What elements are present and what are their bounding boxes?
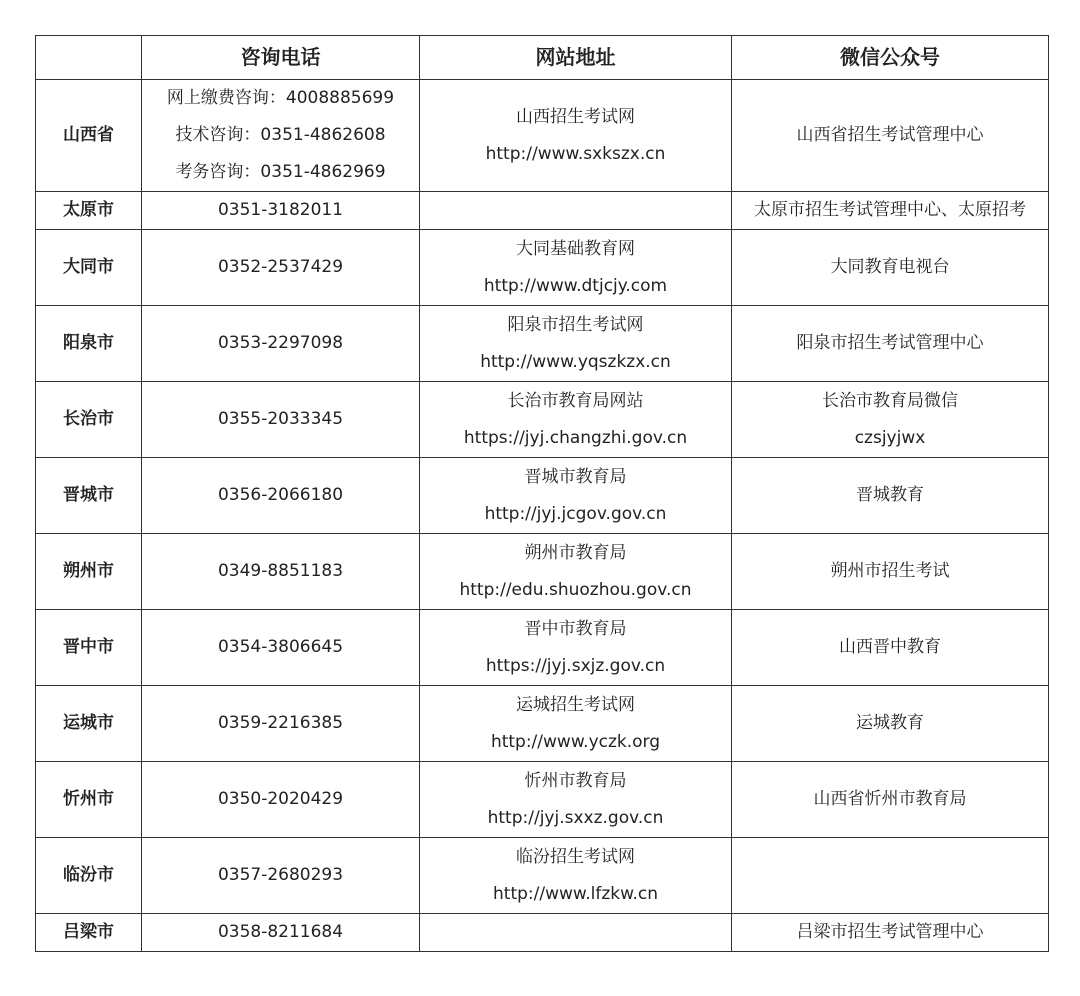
table-row [36, 914, 1049, 952]
wechat-cell [732, 686, 1049, 762]
website-cell [420, 230, 732, 306]
phone-cell: 0352-2537429 [142, 230, 420, 306]
site-name: 忻州市教育局 [524, 770, 627, 791]
table-row [36, 534, 1049, 610]
wechat-id: czsjyjwx [854, 427, 926, 448]
site-url-link[interactable]: http://jyj.sxxz.gov.cn [487, 807, 664, 828]
phone-cell: 0358-8211684 [142, 914, 420, 952]
header-region [36, 36, 142, 80]
table-row [36, 230, 1049, 306]
site-url-link[interactable]: http://www.sxkszx.cn [485, 143, 666, 164]
wechat-cell [732, 192, 1049, 230]
wechat-name: 山西晋中教育 [839, 637, 941, 657]
site-name: 晋中市教育局 [524, 618, 627, 639]
table-row [36, 610, 1049, 686]
wechat-cell [732, 914, 1049, 952]
site-name: 山西招生考试网 [516, 106, 635, 127]
wechat-cell [732, 382, 1049, 458]
region-cell: 晋城市 [36, 458, 142, 534]
site-url-link[interactable]: http://jyj.jcgov.gov.cn [484, 503, 667, 524]
region-cell: 晋中市 [36, 610, 142, 686]
region-cell: 临汾市 [36, 838, 142, 914]
website-cell [420, 192, 732, 230]
region-cell: 运城市 [36, 686, 142, 762]
wechat-name: 阳泉市招生考试管理中心 [796, 333, 984, 353]
site-url-link[interactable]: http://edu.shuozhou.gov.cn [459, 579, 692, 600]
table-row [36, 838, 1049, 914]
region-cell: 忻州市 [36, 762, 142, 838]
site-url-link[interactable]: https://jyj.changzhi.gov.cn [463, 427, 688, 448]
phone-cell: 0351-3182011 [142, 192, 420, 230]
site-url-link[interactable]: http://www.dtjcjy.com [483, 275, 668, 296]
header-phone: 咨询电话 [142, 36, 420, 80]
wechat-name: 大同教育电视台 [830, 257, 950, 277]
wechat-cell [732, 838, 1049, 914]
wechat-name: 晋城教育 [856, 485, 924, 505]
table-row [36, 686, 1049, 762]
phone-line: 考务咨询：0351-4862969 [175, 162, 386, 182]
website-cell [420, 382, 732, 458]
site-name: 朔州市教育局 [524, 542, 627, 563]
site-url-link[interactable]: http://www.lfzkw.cn [493, 883, 658, 904]
site-name: 晋城市教育局 [524, 466, 627, 487]
region-cell: 太原市 [36, 192, 142, 230]
region-cell: 吕梁市 [36, 914, 142, 952]
phone-cell: 0354-3806645 [142, 610, 420, 686]
website-cell [420, 80, 732, 192]
region-cell: 长治市 [36, 382, 142, 458]
wechat-name: 山西省忻州市教育局 [813, 789, 967, 809]
phone-cell: 0356-2066180 [142, 458, 420, 534]
wechat-name: 长治市教育局微信 [822, 390, 958, 411]
website-cell [420, 306, 732, 382]
header-website: 网站地址 [420, 36, 732, 80]
region-cell: 山西省 [36, 80, 142, 192]
table-row [36, 458, 1049, 534]
phone-cell: 0349-8851183 [142, 534, 420, 610]
wechat-name: 运城教育 [856, 713, 924, 733]
header-wechat: 微信公众号 [732, 36, 1049, 80]
site-url-link[interactable]: https://jyj.sxjz.gov.cn [485, 655, 666, 676]
phone-cell: 0357-2680293 [142, 838, 420, 914]
site-url-link[interactable]: http://www.yqszkzx.cn [480, 351, 671, 372]
site-name: 长治市教育局网站 [507, 390, 644, 411]
phone-cell: 0359-2216385 [142, 686, 420, 762]
table-row [36, 382, 1049, 458]
wechat-cell [732, 458, 1049, 534]
phone-cell: 0353-2297098 [142, 306, 420, 382]
wechat-name: 太原市招生考试管理中心、太原招考 [754, 200, 1026, 220]
site-name: 大同基础教育网 [516, 238, 635, 259]
table-row [36, 306, 1049, 382]
site-name: 阳泉市招生考试网 [507, 314, 644, 335]
wechat-cell: 山西省招生考试管理中心 [732, 80, 1049, 192]
site-name: 运城招生考试网 [516, 694, 635, 715]
site-url-link[interactable]: http://www.yczk.org [490, 731, 661, 752]
site-name: 临汾招生考试网 [516, 846, 635, 867]
phone-cell: 0355-2033345 [142, 382, 420, 458]
website-cell [420, 534, 732, 610]
region-cell: 阳泉市 [36, 306, 142, 382]
wechat-cell [732, 534, 1049, 610]
website-cell [420, 914, 732, 952]
region-cell: 朔州市 [36, 534, 142, 610]
table-row [36, 762, 1049, 838]
wechat-name: 吕梁市招生考试管理中心 [796, 922, 984, 942]
wechat-name: 朔州市招生考试 [830, 561, 950, 581]
header-row [36, 36, 1049, 80]
website-cell [420, 686, 732, 762]
website-cell [420, 762, 732, 838]
contact-table [35, 35, 1049, 952]
phone-line: 技术咨询：0351-4862608 [175, 125, 386, 145]
website-cell [420, 838, 732, 914]
website-cell [420, 610, 732, 686]
wechat-cell [732, 762, 1049, 838]
table-row [36, 80, 1049, 192]
website-cell [420, 458, 732, 534]
phone-cell [142, 80, 420, 192]
phone-line: 网上缴费咨询：4008885699 [166, 88, 395, 108]
phone-cell: 0350-2020429 [142, 762, 420, 838]
wechat-cell [732, 306, 1049, 382]
region-cell: 大同市 [36, 230, 142, 306]
table-row [36, 192, 1049, 230]
wechat-cell [732, 610, 1049, 686]
wechat-cell [732, 230, 1049, 306]
